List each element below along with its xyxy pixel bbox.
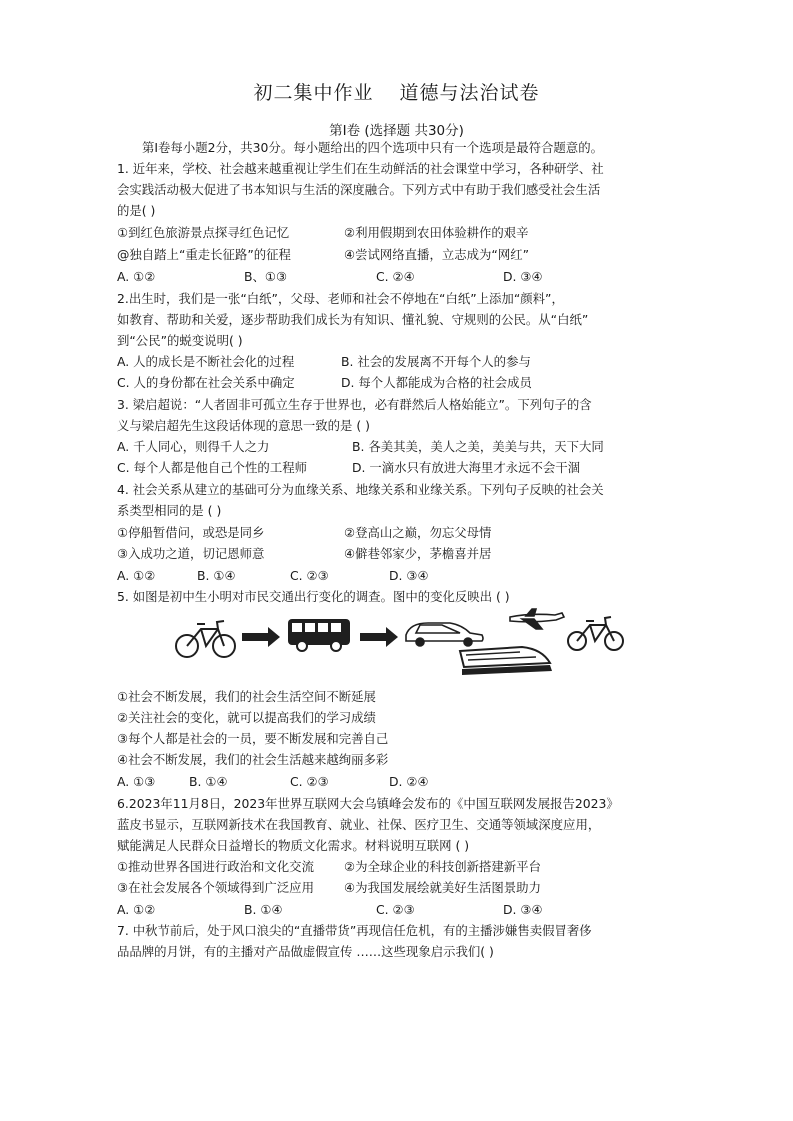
arrow-icon	[242, 627, 280, 647]
q3-option-a: A. 千人同心，则得千人之力	[117, 439, 270, 454]
q6-stem-line: 蓝皮书显示，互联网新技术在我国教育、就业、社保、医疗卫生、交通等领域深度应用，	[117, 817, 601, 832]
q6-item: ①推动世界各国进行政治和文化交流	[117, 859, 314, 874]
q6-option-b: B. ①④	[244, 902, 283, 917]
q1-stem-line: 1. 近年来，学校、社会越来越重视让学生们在生动鲜活的社会课堂中学习，各种研学、社	[117, 161, 604, 176]
q6-stem-line: 赋能满足人民群众日益增长的物质文化需求。材料说明互联网 ( )	[117, 838, 470, 853]
q3-stem-line: 3. 梁启超说：“人者固非可孤立生存于世界也，必有群然后人格始能立”。下列句子的含	[117, 397, 592, 412]
q1-item: ②利用假期到农田体验耕作的艰辛	[344, 225, 529, 240]
car-icon	[406, 623, 483, 646]
q2-stem-line: 到“公民”的蜕变说明( )	[117, 333, 243, 348]
q4-item: ②登高山之巅，勿忘父母情	[344, 525, 492, 540]
q6-item: ②为全球企业的科技创新搭建新平台	[344, 859, 541, 874]
q1-item: ④尝试网络直播，立志成为“网红”	[344, 247, 530, 262]
q4-option-a: A. ①②	[117, 568, 156, 583]
bicycle-icon	[568, 617, 623, 650]
q4-item: ①停船暂借问，或恐是同乡	[117, 525, 265, 540]
q4-stem-line: 4. 社会关系从建立的基础可分为血缘关系、地缘关系和业缘关系。下列句子反映的社会关	[117, 482, 604, 497]
q5-option-b: B. ①④	[189, 774, 228, 789]
q1-option-a: A. ①②	[117, 269, 156, 284]
q7-stem-line: 品品牌的月饼，有的主播对产品做虚假宣传 ……这些现象启示我们( )	[117, 944, 494, 959]
q5-item: ②关注社会的变化，就可以提高我们的学习成绩	[117, 710, 376, 725]
q2-option-d: D. 每个人都能成为合格的社会成员	[341, 375, 532, 390]
arrow-icon	[360, 627, 398, 647]
q6-option-a: A. ①②	[117, 902, 156, 917]
q1-stem-line: 会实践活动极大促进了书本知识与生活的深度融合。下列方式中有助于我们感受社会生活	[117, 182, 601, 197]
section-instruction: 第Ⅰ卷每小题2分，共30分。每小题给出的四个选项中只有一个选项是最符合题意的。	[142, 140, 603, 155]
q7-stem-line: 7. 中秋节前后，处于风口浪尖的“直播带货”再现信任危机，有的主播涉嫌售卖假冒奢侈	[117, 923, 592, 938]
exam-subject: 道德与法治试卷	[399, 82, 540, 104]
q5-option-d: D. ②④	[389, 774, 429, 789]
q3-stem-line: 义与梁启超先生这段话体现的意思一致的是 ( )	[117, 418, 370, 433]
q6-item: ③在社会发展各个领域得到广泛应用	[117, 880, 314, 895]
section-title: 第Ⅰ卷 (选择题 共30分)	[329, 123, 464, 139]
bus-icon	[288, 619, 350, 651]
q2-option-b: B. 社会的发展离不开每个人的参与	[341, 354, 531, 369]
q5-item: ④社会不断发展，我们的社会生活越来越绚丽多彩	[117, 752, 389, 767]
q1-option-b: B、①③	[244, 269, 288, 284]
q1-option-d: D. ③④	[503, 269, 543, 284]
q2-option-c: C. 人的身份都在社会关系中确定	[117, 375, 295, 390]
q6-item: ④为我国发展绘就美好生活图景助力	[344, 880, 541, 895]
exam-title-name: 初二集中作业	[253, 82, 374, 104]
q1-item: @独自踏上“重走长征路”的征程	[117, 247, 291, 262]
q4-item: ③入成功之道，切记恩师意	[117, 546, 265, 561]
q5-item: ①社会不断发展，我们的社会生活空间不断延展	[117, 689, 376, 704]
q2-stem-line: 2.出生时，我们是一张“白纸”，父母、老师和社会不停地在“白纸”上添加“颜料”，	[117, 291, 564, 306]
q4-option-c: C. ②③	[290, 568, 329, 583]
q2-option-a: A. 人的成长是不断社会化的过程	[117, 354, 295, 369]
transport-change-figure	[170, 607, 630, 677]
q5-item: ③每个人都是社会的一员，要不断发展和完善自己	[117, 731, 389, 746]
q1-option-c: C. ②④	[376, 269, 415, 284]
airplane-icon	[510, 609, 564, 629]
q2-stem-line: 如教育、帮助和关爱，逐步帮助我们成长为有知识、懂礼貌、守规则的公民。从“白纸”	[117, 312, 589, 327]
q4-option-b: B. ①④	[197, 568, 236, 583]
q4-item: ④僻巷邻家少，茅檐喜并居	[344, 546, 492, 561]
q5-option-a: A. ①③	[117, 774, 156, 789]
q6-stem-line: 6.2023年11月8日，2023年世界互联网大会乌镇峰会发布的《中国互联网发展报告2023》	[117, 796, 619, 811]
q1-item: ①到红色旅游景点探寻红色记忆	[117, 225, 290, 240]
q3-option-d: D. 一滴水只有放进大海里才永远不会干涸	[352, 460, 581, 475]
q5-stem-line: 5. 如图是初中生小明对市民交通出行变化的调查。图中的变化反映出 ( )	[117, 589, 510, 604]
q4-option-d: D. ③④	[389, 568, 429, 583]
q5-option-c: C. ②③	[290, 774, 329, 789]
q6-option-d: D. ③④	[503, 902, 543, 917]
q4-stem-line: 系类型相同的是 ( )	[117, 503, 222, 518]
train-icon	[460, 647, 552, 675]
bicycle-icon	[176, 621, 235, 657]
q3-option-b: B. 各美其美，美人之美，美美与共，天下大同	[352, 439, 604, 454]
q6-option-c: C. ②③	[376, 902, 415, 917]
exam-title	[0, 78, 793, 105]
q3-option-c: C. 每个人都是他自己个性的工程师	[117, 460, 307, 475]
q1-stem-line: 的是( )	[117, 203, 156, 218]
